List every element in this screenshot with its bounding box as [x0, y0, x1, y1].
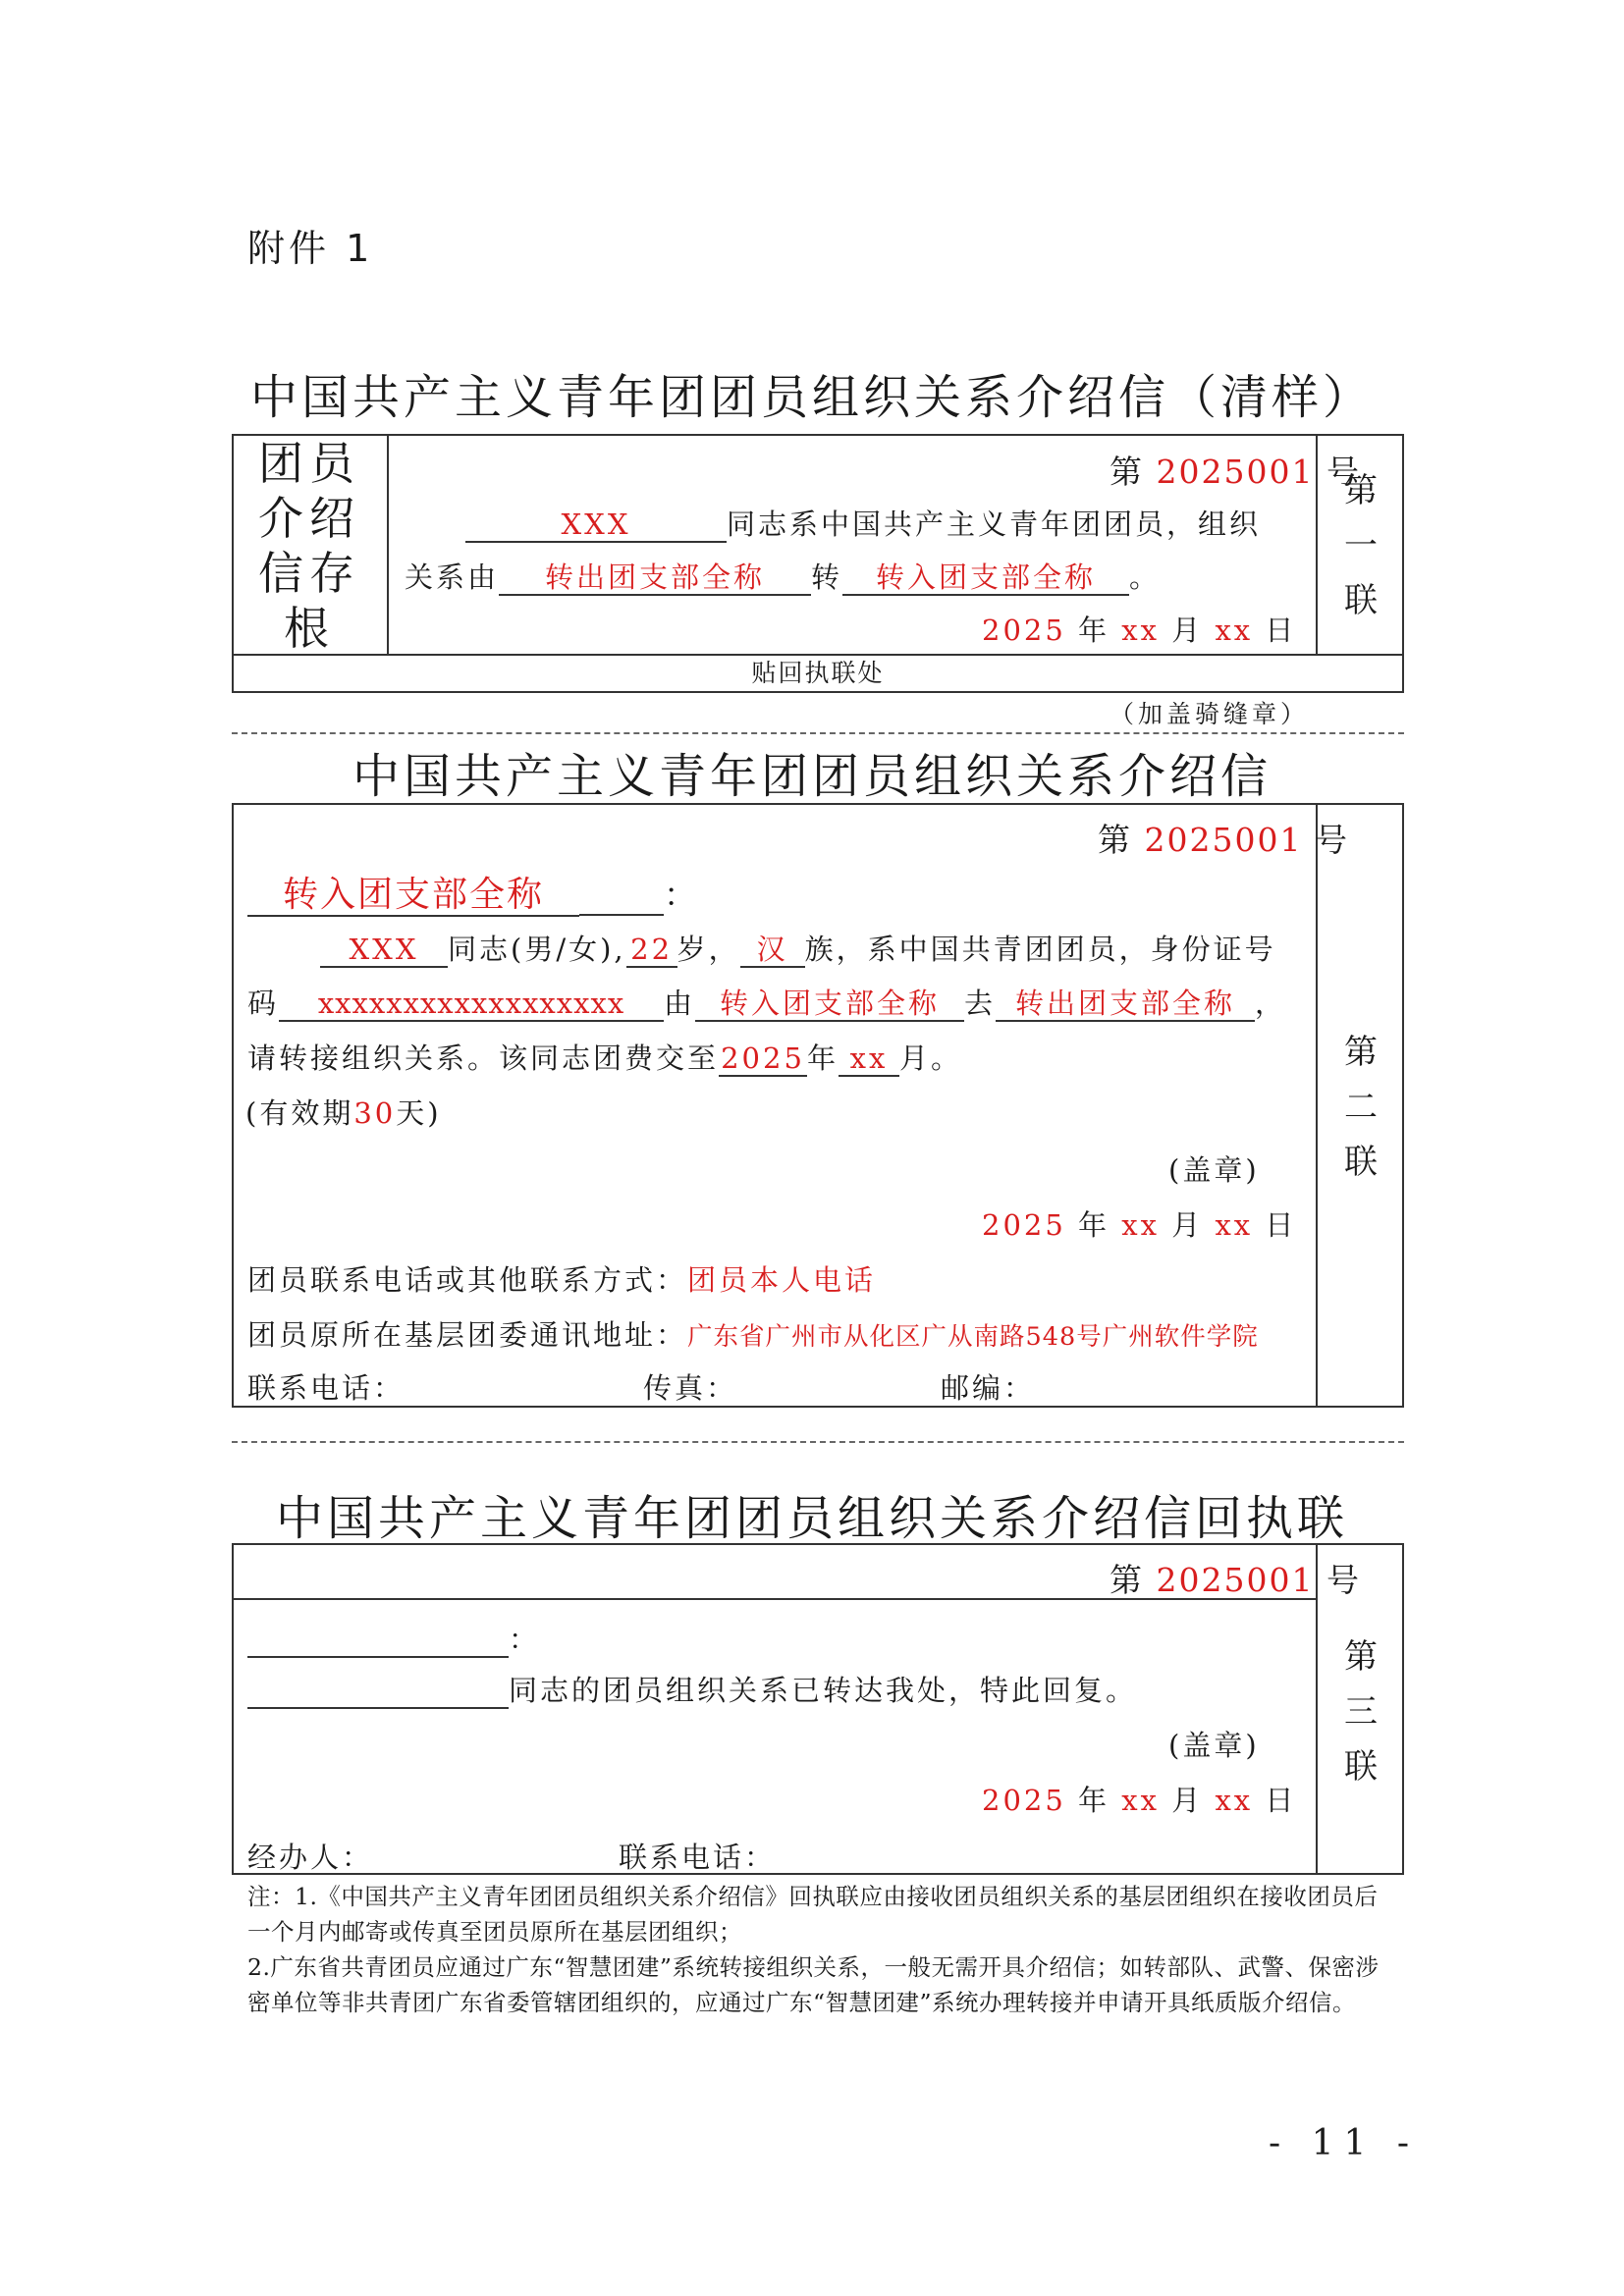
text-month: 月。	[899, 1041, 963, 1075]
letter-name: XXX	[320, 934, 448, 968]
part-char: 联	[1344, 1747, 1378, 1787]
date-year: 2025	[982, 1208, 1066, 1242]
letter-address	[247, 1313, 1259, 1354]
stub-side-label	[232, 436, 387, 656]
stub-from-branch: 转出团支部全称	[499, 561, 811, 596]
note-2: 2.广东省共青团员应通过广东“智慧团建”系统转接组织关系，一般无需开具介绍信；如转部队、武警、保密涉密单位等非共青团广东省委管辖团组织的，应通过广东“智慧团建”系统办理转接并申请开具纸质版介绍信。	[247, 1953, 1380, 2016]
stub-line-2	[405, 556, 1161, 596]
letter-seal: (盖章)	[1168, 1153, 1260, 1187]
stub-side-line: 团员	[258, 437, 360, 490]
contact-label: 团员联系电话或其他联系方式：	[247, 1263, 688, 1297]
stub-side-line: 信存	[258, 547, 360, 600]
letter-ethnicity: 汉	[740, 934, 805, 968]
receipt-number	[1110, 1555, 1361, 1601]
number-value: 2025001	[1156, 1561, 1315, 1599]
date-day: xx	[1215, 1784, 1254, 1817]
letter-validity	[245, 1092, 442, 1132]
receipt-phone-label: 联系电话：	[619, 1841, 777, 1874]
date-word-year: 年	[1078, 614, 1110, 647]
text-gender: 同志(男/女),	[448, 933, 626, 966]
fee-month: xx	[839, 1042, 899, 1077]
letter-to-branch: 转出团支部全称	[996, 988, 1255, 1022]
text-to: 去	[964, 987, 997, 1020]
date-word-day: 日	[1265, 614, 1297, 647]
part-char: 第	[1344, 471, 1378, 510]
letter-recipient-line	[247, 870, 698, 917]
stub-side-line: 介绍	[258, 492, 360, 545]
validity-suffix: 天)	[396, 1096, 442, 1130]
letter-postcode-label: 邮编：	[941, 1371, 1036, 1405]
number-prefix: 第	[1110, 453, 1144, 491]
stub-number	[1110, 447, 1361, 493]
paste-area-label: 贴回执联处	[751, 659, 885, 687]
text-transfer: 请转接组织关系。该同志团费交至	[247, 1041, 720, 1075]
receipt-date	[982, 1779, 1296, 1819]
letter-recipient: 转入团支部全称	[247, 875, 579, 917]
number-suffix: 号	[1314, 821, 1349, 859]
stub-date	[982, 609, 1296, 649]
letter-line-2	[247, 982, 1286, 1022]
date-word-month: 月	[1171, 614, 1204, 647]
date-word-day: 日	[1265, 1784, 1297, 1817]
cut-line-2	[232, 1441, 1404, 1443]
letter-line-3	[247, 1037, 962, 1077]
date-word-year: 年	[1078, 1208, 1110, 1242]
stub-to-branch: 转入团支部全称	[842, 561, 1129, 596]
stub-text-member: 同志系中国共产主义青年团团员，组织	[727, 507, 1262, 541]
part-char: 二	[1344, 1088, 1378, 1127]
letter-age: 22	[626, 934, 677, 968]
part-char: 联	[1344, 1143, 1378, 1182]
stub-divider-left	[387, 434, 389, 654]
page-number: - 11 -	[1269, 2123, 1420, 2163]
letter-from-branch: 转入团支部全称	[695, 988, 964, 1022]
letter-line-1	[320, 928, 1276, 968]
stub-line-1	[465, 503, 1261, 543]
letter-part-label	[1331, 1025, 1390, 1190]
letter-fax-label: 传真：	[643, 1371, 738, 1405]
date-day: xx	[1215, 614, 1254, 647]
date-year: 2025	[982, 1784, 1066, 1817]
stub-text-end: 。	[1129, 561, 1162, 594]
receipt-colon: ：	[509, 1623, 541, 1656]
note-1: 注：1.《中国共产主义青年团团员组织关系介绍信》回执联应由接收团员组织关系的基层团组织在接收团员后一个月内邮寄或传真至团员原所在基层团组织；	[247, 1883, 1379, 1946]
receipt-reply: 同志的团员组织关系已转达我处，特此回复。	[509, 1674, 1138, 1707]
stub-name: XXX	[465, 508, 727, 543]
letter-id-number: xxxxxxxxxxxxxxxxxx	[279, 988, 664, 1022]
number-suffix: 号	[1326, 1561, 1361, 1599]
text-code: 码	[247, 987, 280, 1020]
number-prefix: 第	[1110, 1561, 1144, 1599]
stub-side-line: 根	[284, 602, 335, 655]
cut-line-1	[232, 732, 1404, 734]
contact-value: 团员本人电话	[687, 1263, 877, 1297]
text-comma: ，	[1255, 987, 1287, 1020]
receipt-seal: (盖章)	[1168, 1729, 1260, 1762]
receipt-line-1	[247, 1618, 540, 1658]
receipt-part-label	[1331, 1629, 1390, 1794]
stub-side-text	[232, 436, 387, 656]
text-ethnicity: 族，系中国共青团团员，身份证号	[804, 933, 1276, 966]
letter-contact	[247, 1258, 876, 1299]
number-suffix: 号	[1326, 453, 1361, 491]
date-word-month: 月	[1171, 1208, 1204, 1242]
number-prefix: 第	[1098, 821, 1132, 859]
letter-phone-label: 联系电话：	[247, 1371, 406, 1405]
fee-year: 2025	[719, 1042, 807, 1077]
date-month: xx	[1121, 1208, 1160, 1242]
number-value: 2025001	[1156, 453, 1315, 491]
stub-text-to: 转	[811, 561, 843, 594]
part-char: 第	[1344, 1033, 1378, 1072]
letter-divider-right	[1316, 803, 1318, 1408]
validity-prefix: (有效期	[245, 1096, 354, 1130]
seal-note: （加盖骑缝章）	[1110, 700, 1310, 728]
date-month: xx	[1121, 1784, 1160, 1817]
date-month: xx	[1121, 614, 1160, 647]
date-year: 2025	[982, 614, 1066, 647]
address-value: 广东省广州市从化区广从南路548号广州软件学院	[687, 1322, 1259, 1352]
letter-number	[1098, 815, 1349, 861]
receipt-line-2	[247, 1669, 1137, 1709]
text-year: 年	[807, 1041, 839, 1075]
date-word-year: 年	[1078, 1784, 1110, 1817]
attachment-label: 附件 1	[247, 227, 374, 270]
recipient-colon: ：	[664, 876, 698, 914]
receipt-handler-label: 经办人：	[247, 1841, 374, 1874]
text-age: 岁，	[677, 933, 740, 966]
part-char: 联	[1344, 581, 1378, 620]
part-char: 一	[1344, 526, 1378, 565]
number-value: 2025001	[1144, 821, 1303, 859]
date-day: xx	[1215, 1208, 1254, 1242]
address-label: 团员原所在基层团委通讯地址：	[247, 1318, 688, 1352]
receipt-title: 中国共产主义青年团团员组织关系介绍信回执联	[275, 1491, 1348, 1546]
stub-title: 中国共产主义青年团团员组织关系介绍信（清样）	[249, 370, 1374, 425]
text-from: 由	[664, 987, 696, 1020]
stub-text-from: 关系由	[405, 561, 500, 594]
date-word-day: 日	[1265, 1208, 1297, 1242]
date-word-month: 月	[1171, 1784, 1204, 1817]
letter-date	[982, 1203, 1296, 1244]
part-char: 三	[1344, 1692, 1378, 1732]
part-char: 第	[1344, 1637, 1378, 1677]
letter-title: 中国共产主义青年团团员组织关系介绍信	[352, 749, 1272, 804]
validity-days: 30	[353, 1096, 397, 1130]
